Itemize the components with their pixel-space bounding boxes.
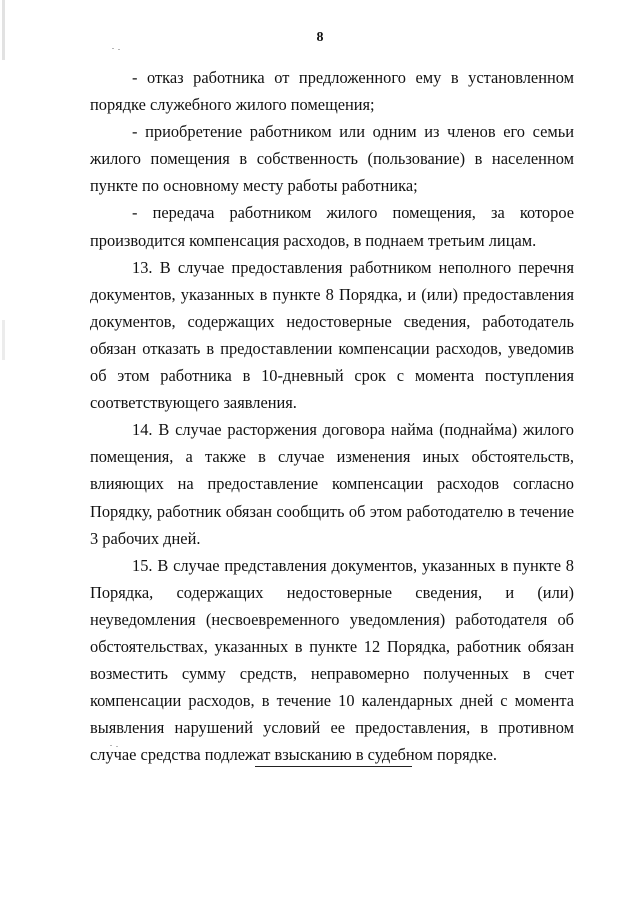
- end-of-document-rule: [255, 766, 412, 767]
- list-item-sublease: - передача работником жилого помещения, за которое производится компенсация расходов, в поднаем третьим лицам.: [90, 203, 574, 250]
- scan-edge-shadow: [2, 0, 5, 905]
- list-item-acquisition: - приобретение работником или одним из членов его семьи жилого помещения в собственность (пользование) в населенном пункте по основному месту работы работника;: [90, 122, 574, 196]
- clause-14: 14. В случае расторжения договора найма (поднайма) жилого помещения, а также в случае изменения иных обстоятельств, влияющих на предоставление компенсации расходов согласно Порядку, работник обязан сообщить об этом работодателю в течение 3 рабочих дней.: [90, 420, 574, 548]
- clause-13: 13. В случае предоставления работником неполного перечня документов, указанных в пункте 8 Порядка, и (или) предоставления документов, содержащих недостоверные сведения, работодатель обязан отказать в предоставлении компенсации расходов, уведомив об этом работника в 10-дневный срок с момента поступления соответствующего заявления.: [90, 257, 574, 413]
- page-number: 8: [316, 30, 324, 45]
- scan-speck: [118, 49, 120, 50]
- list-item-refusal: - отказ работника от предложенного ему в установленном порядке служебного жилого помещения;: [90, 68, 574, 115]
- clause-15: 15. В случае представления документов, указанных в пункте 8 Порядка, содержащих недостоверные сведения, и (или) неуведомления (несвоевременного уведомления) работодателя об обстоятельствах, указанных в пункте 12 Порядка, работник обязан возместить сумму средств, неправомерно полученных в счет компенсации расходов, в течение 10 календарных дней с момента выявления нарушений условий ее предоставления, в противном случае средства подлежат взысканию в судебном порядке.: [90, 555, 574, 765]
- scan-speck: [112, 48, 114, 49]
- document-body: [90, 64, 574, 768]
